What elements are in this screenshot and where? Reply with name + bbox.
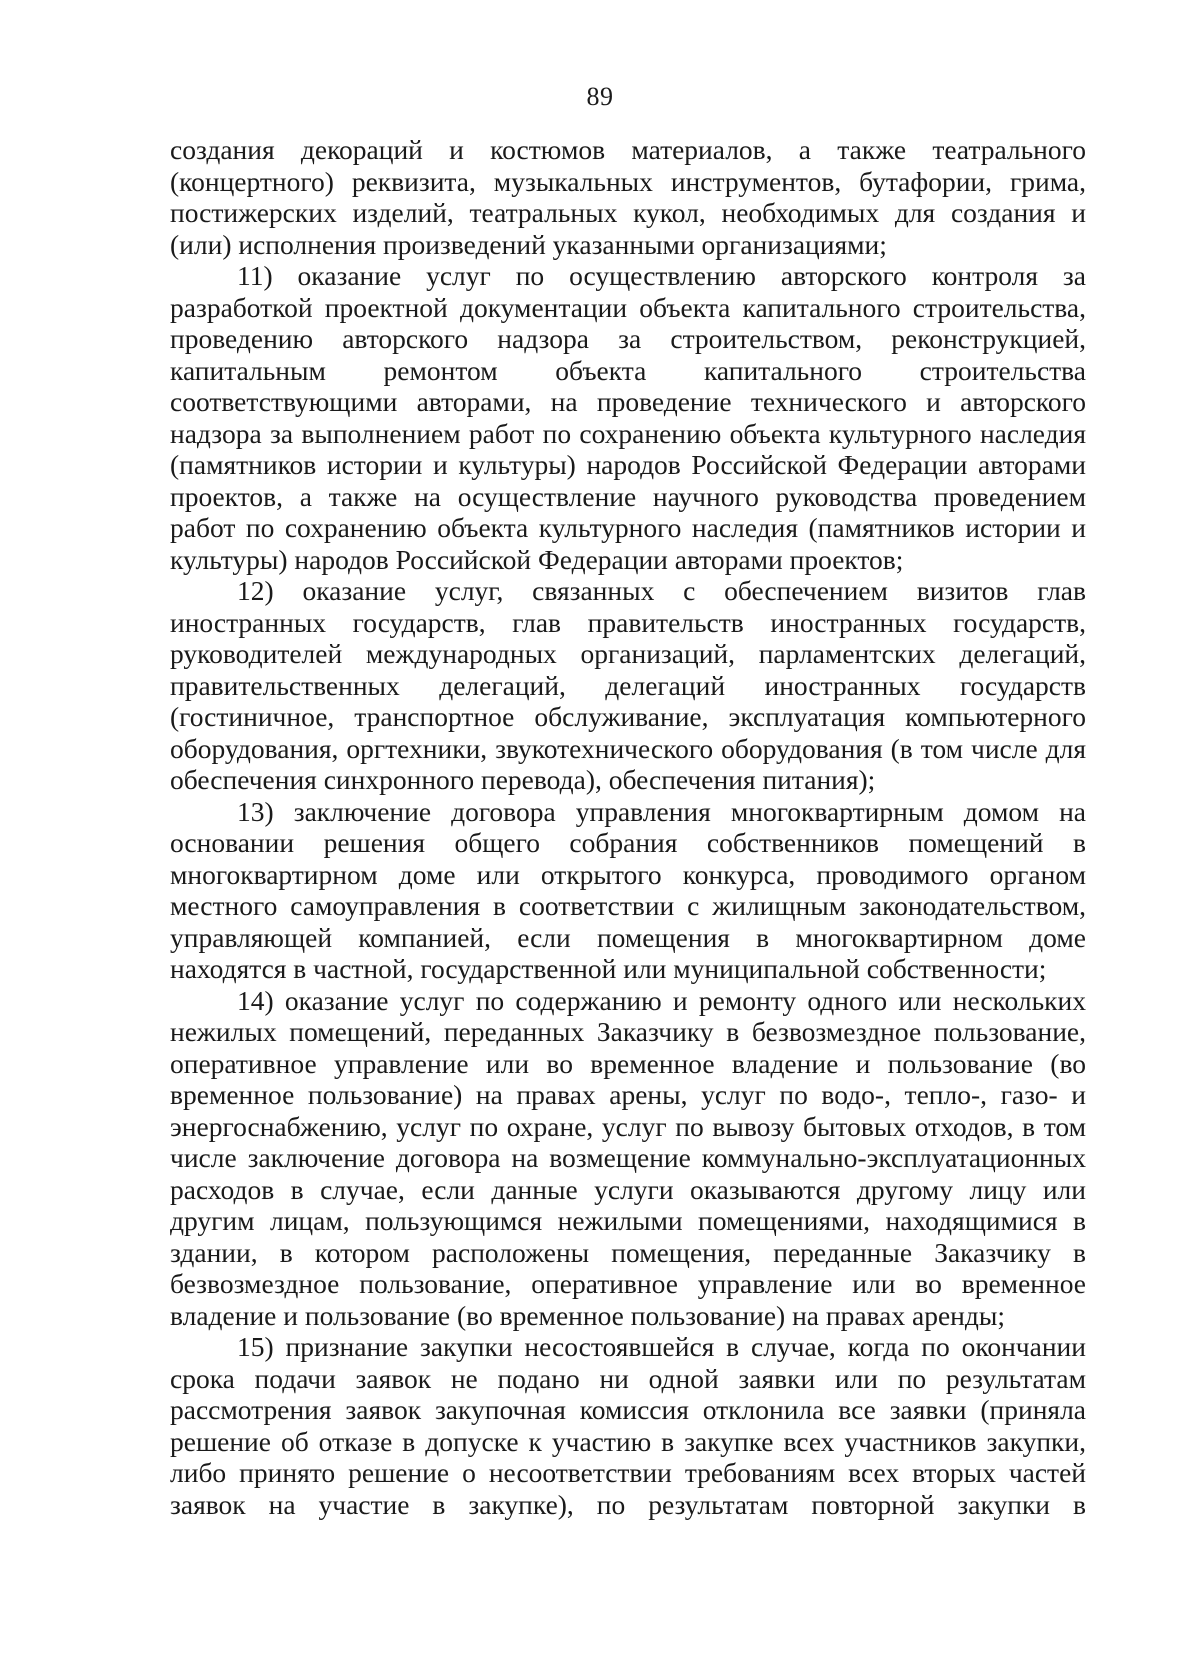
paragraph-item-11: 11) оказание услуг по осуществлению авторского контроля за разработкой проектной документации объекта капитального строительства, проведению авторского надзора за строительством, реконструкцией, капитальным ремонтом объекта капитального строительства соответствующими авторами, на проведение технического и авторского надзора за выполнением работ по сохранению объекта культурного наследия (памятников истории и культуры) народов Российской Федерации авторами проектов, а также на осуществление научного руководства проведением работ по сохранению объекта культурного наследия (памятников истории и культуры) народов Российской Федерации авторами проектов;: [170, 260, 1086, 575]
paragraph-item-15: 15) признание закупки несостоявшейся в случае, когда по окончании срока подачи заявок не подано ни одной заявки или по результатам рассмотрения заявок закупочная комиссия отклонила все заявки (приняла решение об отказе в допуске к участию в закупке всех участников закупки, либо принято решение о несоответствии требованиям всех вторых частей заявок на участие в закупке), по результатам повторной закупки в: [170, 1331, 1086, 1520]
paragraph-item-14: 14) оказание услуг по содержанию и ремонту одного или нескольких нежилых помещений, переданных Заказчику в безвозмездное пользование, оперативное управление или во временное владение и пользование (во временное пользование) на правах арены, услуг по водо-, тепло-, газо- и энергоснабжению, услуг по охране, услуг по вывозу бытовых отходов, в том числе заключение договора на возмещение коммунально-эксплуатационных расходов в случае, если данные услуги оказываются другому лицу или другим лицам, пользующимся нежилыми помещениями, находящимися в здании, в котором расположены помещения, переданные Заказчику в безвозмездное пользование, оперативное управление или во временное владение и пользование (во временное пользование) на правах аренды;: [170, 984, 1086, 1331]
paragraph-continuation: создания декораций и костюмов материалов, а также театрального (концертного) реквизита, музыкальных инструментов, бутафории, грима, постижерских изделий, театральных кукол, необходимых для создания и (или) исполнения произведений указанными организациями;: [170, 134, 1086, 260]
page-number: 89: [586, 82, 614, 111]
paragraph-item-12: 12) оказание услуг, связанных с обеспечением визитов глав иностранных государств, глав правительств иностранных государств, руководителей международных организаций, парламентских делегаций, правительственных делегаций, делегаций иностранных государств (гостиничное, транспортное обслуживание, эксплуатация компьютерного оборудования, оргтехники, звукотехнического оборудования (в том числе для обеспечения синхронного перевода), обеспечения питания);: [170, 575, 1086, 795]
document-body: [170, 134, 1086, 1520]
paragraph-item-13: 13) заключение договора управления многоквартирным домом на основании решения общего собрания собственников помещений в многоквартирном доме или открытого конкурса, проводимого органом местного самоуправления в соответствии с жилищным законодательством, управляющей компанией, если помещения в многоквартирном доме находятся в частной, государственной или муниципальной собственности;: [170, 795, 1086, 984]
